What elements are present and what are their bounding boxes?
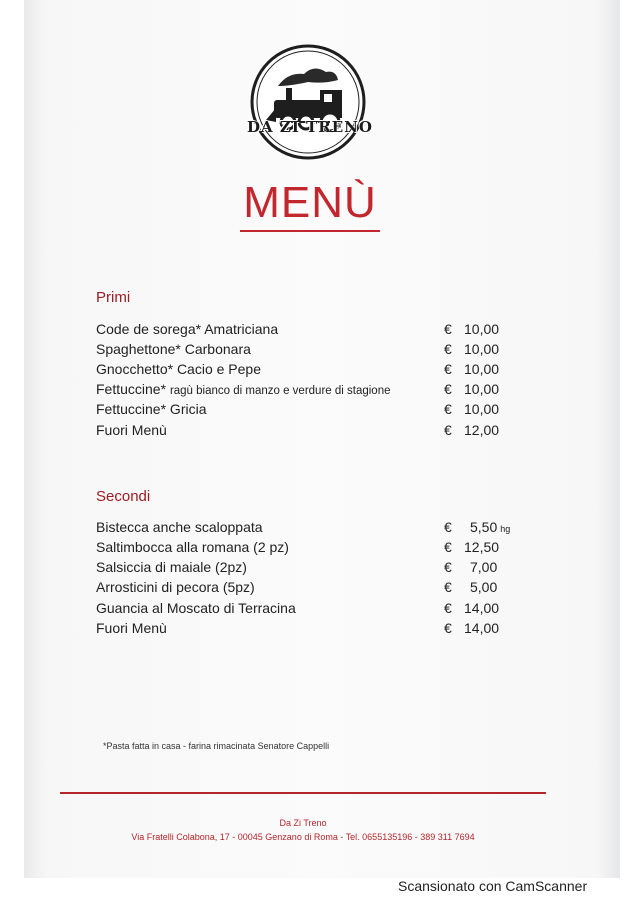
menu-item xyxy=(96,598,516,618)
item-name: Arrosticini di pecora (5pz) xyxy=(96,579,255,595)
item-name: Fuori Menù xyxy=(96,620,167,636)
menu-item xyxy=(96,577,516,597)
item-price: 12,50 xyxy=(464,539,500,555)
footer-divider xyxy=(60,792,546,794)
item-price: 10,00 xyxy=(464,401,500,417)
item-price: 10,00 xyxy=(464,341,500,357)
logo-text: DA ZI TRENO xyxy=(247,118,373,136)
steam-locomotive-icon xyxy=(248,42,368,162)
item-price: 10,00 xyxy=(464,381,500,397)
item-currency: € xyxy=(444,600,452,616)
item-price-value: 5,50 xyxy=(470,519,498,535)
item-name-detail: ragù bianco di manzo e verdure di stagione xyxy=(169,385,391,397)
item-currency: € xyxy=(444,381,452,397)
item-price: 14,00 xyxy=(464,600,500,616)
menu-item xyxy=(96,517,516,537)
item-currency: € xyxy=(444,401,452,417)
item-name: Code de sorega* Amatriciana xyxy=(96,321,279,337)
item-price: 10,00 xyxy=(464,361,500,377)
menu-item xyxy=(96,420,516,440)
item-currency: € xyxy=(444,539,452,555)
item-name: Fettuccine* Gricia xyxy=(96,401,207,417)
menu-item xyxy=(96,537,516,557)
item-name: Bistecca anche scaloppata xyxy=(96,519,263,535)
item-currency: € xyxy=(444,579,452,595)
menu-item xyxy=(96,319,516,339)
section-title-primi: Primi xyxy=(96,289,131,306)
footnote: *Pasta fatta in casa - farina rimacinata Senatore Cappelli xyxy=(103,741,330,751)
menu-item xyxy=(96,359,516,379)
menu-item xyxy=(96,379,516,399)
item-currency: € xyxy=(444,559,452,575)
menu-item xyxy=(96,557,516,577)
menu-item xyxy=(96,399,516,419)
item-name: Salsiccia di maiale (2pz) xyxy=(96,559,247,575)
item-price: 7,00 xyxy=(470,559,498,575)
item-price: 5,00 xyxy=(470,579,498,595)
title-underline xyxy=(240,230,380,232)
item-name xyxy=(96,379,391,401)
item-name: Spaghettone* Carbonara xyxy=(96,341,251,357)
item-price xyxy=(470,517,510,539)
item-name: Fuori Menù xyxy=(96,422,167,438)
item-currency: € xyxy=(444,361,452,377)
item-currency: € xyxy=(444,341,452,357)
camscanner-watermark: Scansionato con CamScanner xyxy=(398,878,588,894)
item-currency: € xyxy=(444,422,452,438)
item-price: 14,00 xyxy=(464,620,500,636)
footer-name: Da Zi Treno xyxy=(279,818,327,828)
item-name: Gnocchetto* Cacio e Pepe xyxy=(96,361,261,377)
item-name: Saltimbocca alla romana (2 pz) xyxy=(96,539,289,555)
menu-item xyxy=(96,339,516,359)
menu-item xyxy=(96,618,516,638)
item-currency: € xyxy=(444,620,452,636)
item-currency: € xyxy=(444,321,452,337)
page-title: MENÙ xyxy=(243,178,377,227)
section-title-secondi: Secondi xyxy=(96,488,151,505)
item-price: 12,00 xyxy=(464,422,500,438)
item-name-main: Fettuccine* xyxy=(96,381,167,397)
item-currency: € xyxy=(444,519,452,535)
footer-address: Via Fratelli Colabona, 17 - 00045 Genzano di Roma - Tel. 0655135196 - 389 311 7694 xyxy=(131,832,475,842)
item-price: 10,00 xyxy=(464,321,500,337)
item-price-unit: hg xyxy=(500,524,511,534)
item-name: Guancia al Moscato di Terracina xyxy=(96,600,296,616)
